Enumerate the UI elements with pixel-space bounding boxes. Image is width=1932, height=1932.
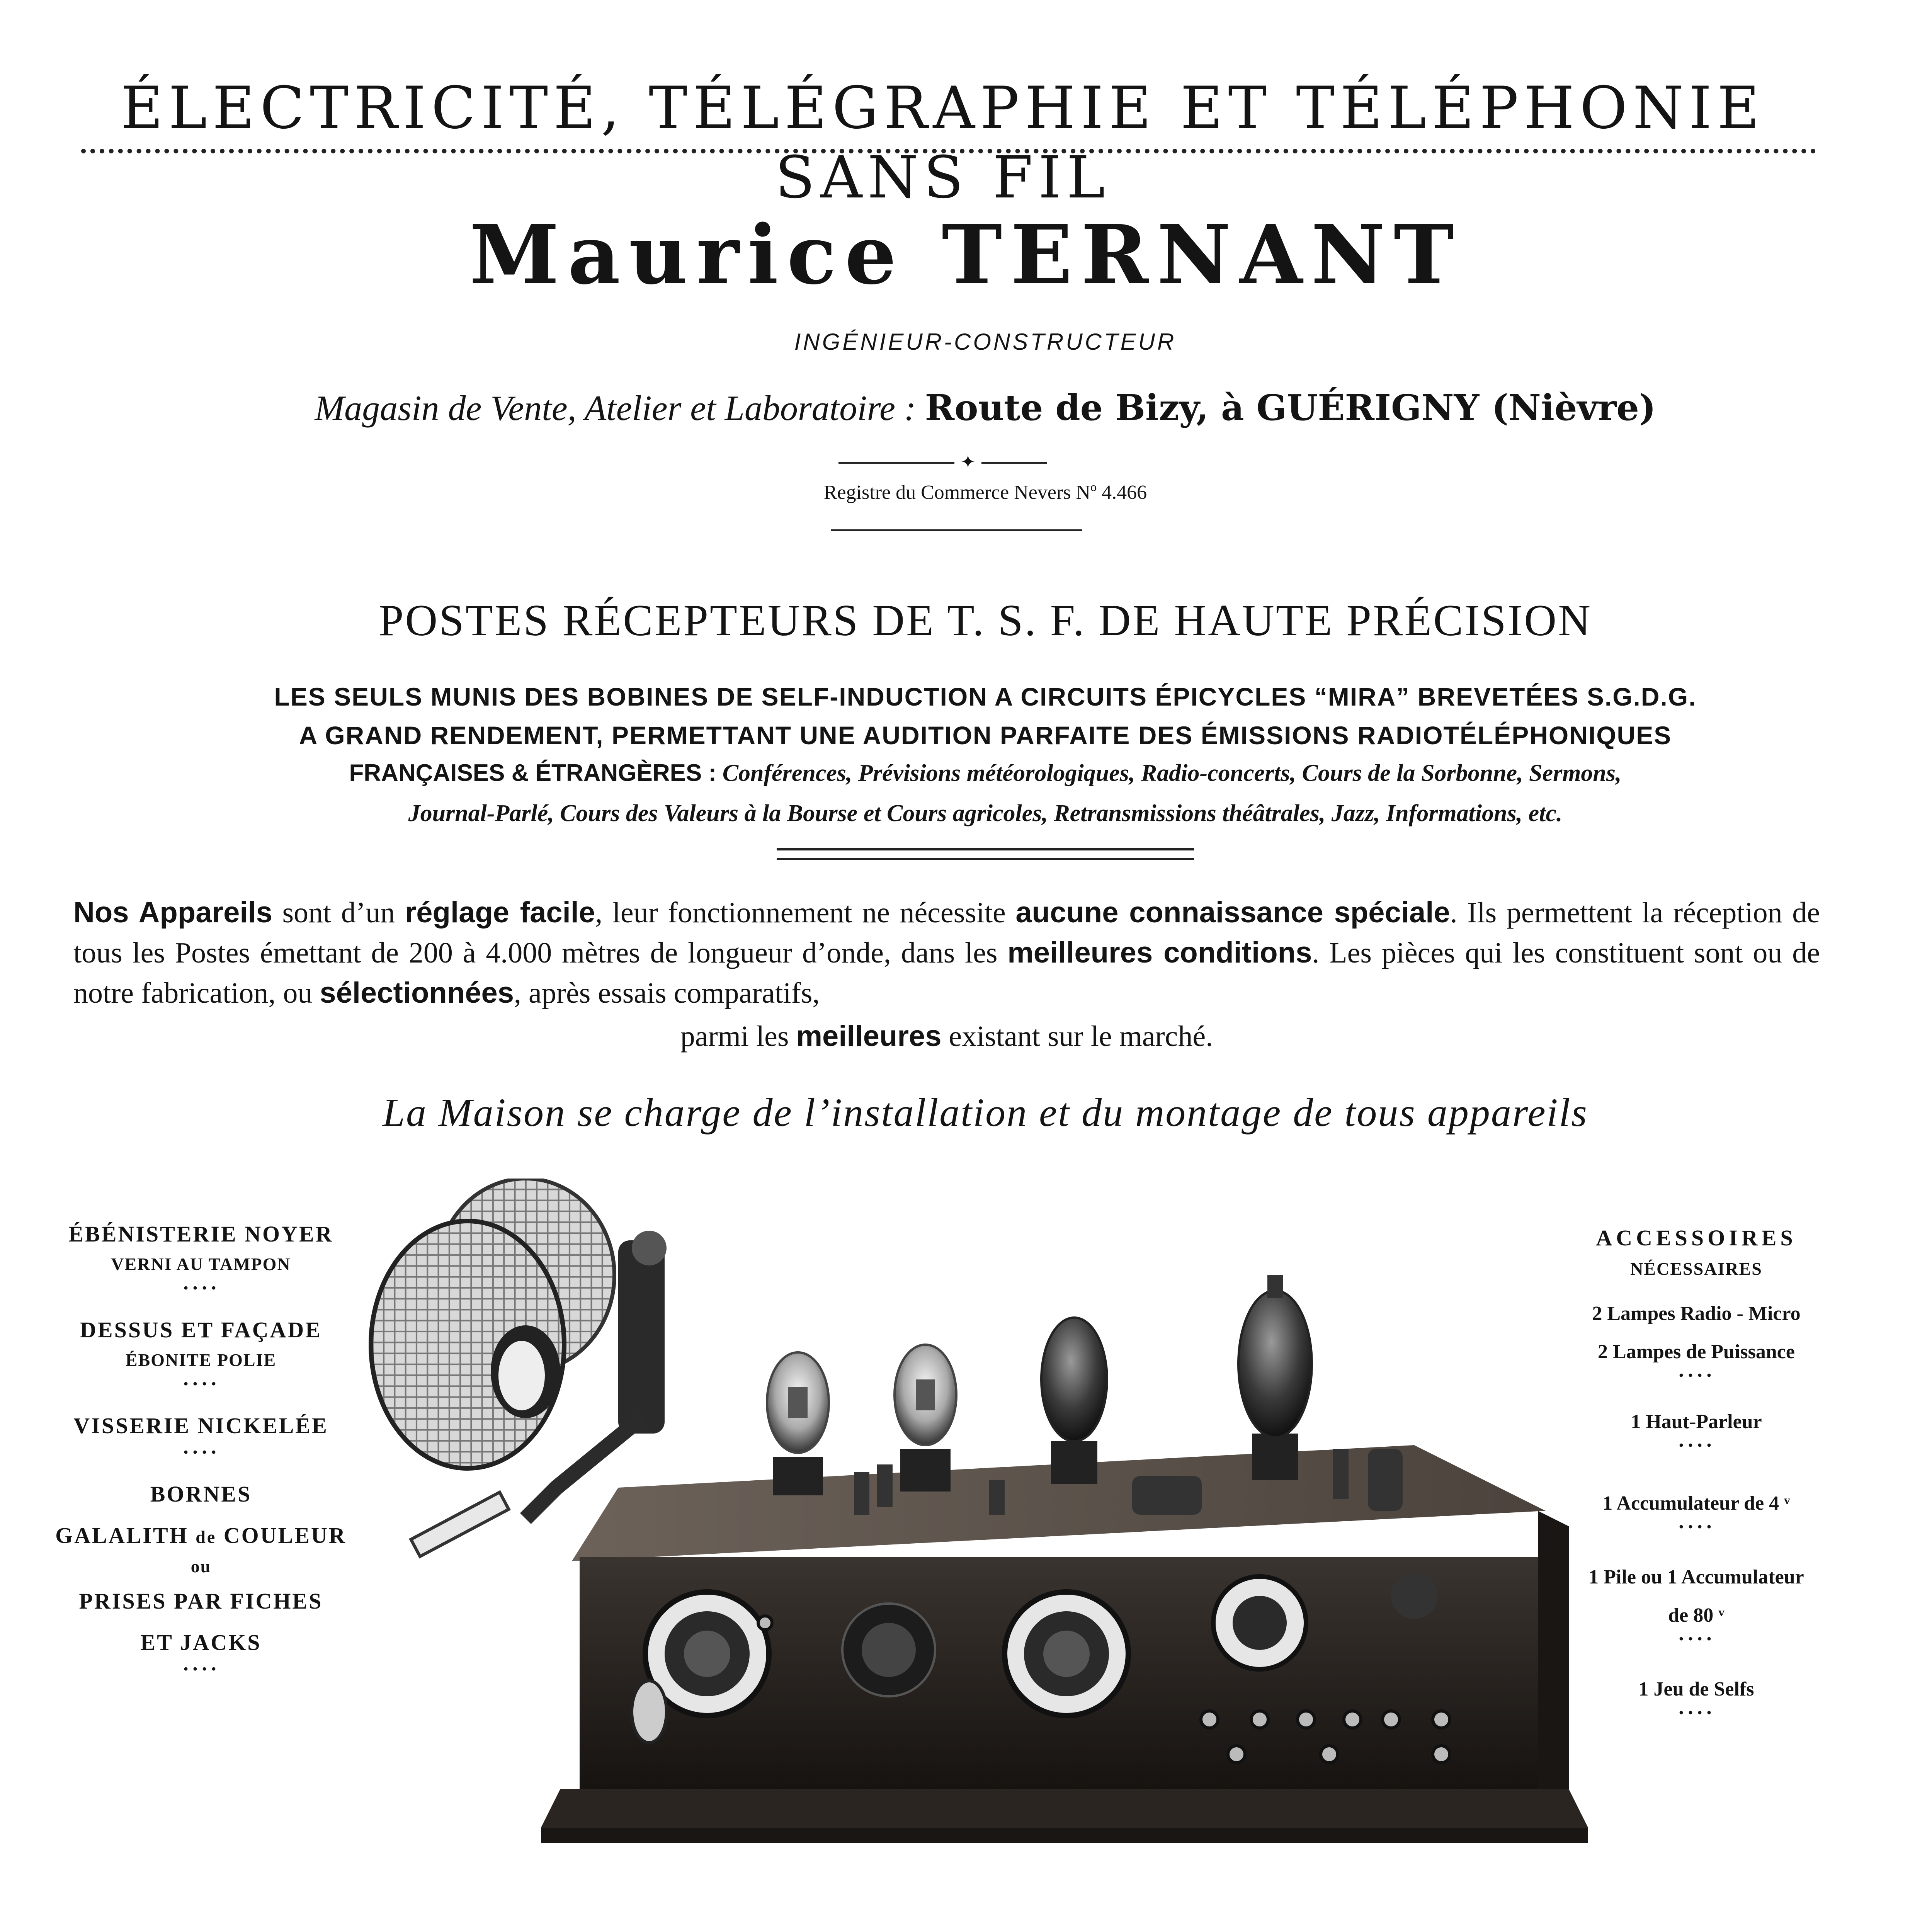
feature-dots-4: ····: [182, 1657, 220, 1680]
feature-ebenisterie: ÉBÉNISTERIE NOYER: [68, 1221, 333, 1247]
para-last-text: parmi les: [680, 1020, 796, 1053]
feature-galalith-c: COULEUR: [223, 1523, 347, 1548]
registry-rule: [831, 529, 1082, 531]
feature-bornes: BORNES: [150, 1481, 252, 1507]
para-text-4: . Les pièces qui les constituent sont ou de notre fabrication, ou: [73, 937, 1820, 1009]
para-text-5: , après essais comparatifs,: [514, 977, 820, 1009]
para-text-3: . Ils permettent la réception de tous les Postes émettant de 200 à 4.000 mètres de longueur d’onde, dans les: [73, 896, 1820, 969]
features-left: [54, 1221, 348, 1682]
para-last-text-2: existant sur le marché.: [941, 1020, 1213, 1053]
valve-1-icon: [767, 1352, 829, 1495]
para-bold-5: sélectionnées: [320, 976, 514, 1009]
feature-dots-3: ····: [182, 1440, 220, 1464]
para-text-2: , leur fonctionnement ne nécessite: [595, 896, 1016, 929]
intro-line-2: A GRAND RENDEMENT, PERMETTANT UNE AUDITION PARFAITE DES ÉMISSIONS RADIOTÉLÉPHONIQUES: [299, 721, 1672, 750]
address-bold: Route de Bizy, à GUÉRIGNY (Nièvre): [925, 387, 1656, 429]
ornament-icon: ✦: [960, 451, 976, 472]
feature-ebenisterie-sub: VERNI AU TAMPON: [111, 1254, 291, 1274]
accessory-puissance: 2 Lampes de Puissance: [1598, 1341, 1795, 1363]
intro-line-1: LES SEULS MUNIS DES BOBINES DE SELF-INDUCTION A CIRCUITS ÉPICYCLES “MIRA” BREVETÉES S.G.D.G.: [274, 682, 1697, 711]
tuning-dial-2-icon: [1005, 1592, 1128, 1716]
para-last-bold: meilleures: [796, 1020, 942, 1053]
accessory-dots-5: ····: [1677, 1701, 1715, 1724]
feature-prises: PRISES PAR FICHES: [79, 1588, 323, 1614]
company-name: Maurice TERNANT: [469, 207, 1463, 303]
valve-3-icon: [1041, 1318, 1107, 1484]
accessory-pile-80: de 80 ᵛ: [1668, 1604, 1725, 1626]
intro-line-3-caps: FRANÇAISES & ÉTRANGÈRES :: [349, 760, 717, 786]
address-rule-left: [838, 462, 954, 464]
selector-knob-icon: [842, 1604, 935, 1696]
accessories-title: ACCESSOIRES: [1596, 1225, 1797, 1250]
feature-galalith-a: GALALITH: [55, 1523, 189, 1548]
feature-dots-1: ····: [182, 1276, 220, 1299]
valve-4-icon: [1238, 1275, 1312, 1480]
double-rule-bottom: [777, 858, 1194, 860]
intro-line-4: Journal-Parlé, Cours des Valeurs à la Bourse et Cours agricoles, Retransmissions théâtrales, Jazz, Informations, etc.: [408, 800, 1563, 827]
accessory-dots-2: ····: [1677, 1434, 1715, 1457]
valve-2-icon: [895, 1345, 956, 1492]
address-italic: Magasin de Vente, Atelier et Laboratoire :: [315, 388, 916, 428]
accessory-accumulateur: 1 Accumulateur de 4 ᵛ: [1602, 1492, 1790, 1514]
feature-galalith-b: de: [196, 1527, 217, 1547]
double-rule-top: [777, 848, 1194, 850]
feature-dessus: DESSUS ET FAÇADE: [80, 1317, 322, 1342]
para-bold-4: meilleures conditions: [1007, 936, 1312, 969]
accessory-dots-3: ····: [1677, 1515, 1715, 1538]
top-title: ÉLECTRICITÉ, TÉLÉGRAPHIE ET TÉLÉPHONIE SANS FIL: [121, 75, 1765, 211]
intro-heading: POSTES RÉCEPTEURS DE T. S. F. DE HAUTE PRÉCISION: [379, 596, 1592, 645]
para-bold-1: Nos Appareils: [73, 896, 272, 929]
radio-receiver-illustration: [340, 1179, 1596, 1874]
company-address: [116, 384, 1855, 431]
company-role: INGÉNIEUR-CONSTRUCTEUR: [794, 329, 1177, 355]
address-rule-right: [981, 462, 1047, 464]
accessory-dots-1: ····: [1677, 1364, 1715, 1387]
feature-visserie: VISSERIE NICKELÉE: [73, 1413, 328, 1438]
description-paragraph: [73, 893, 1820, 1013]
accessories-subtitle: NÉCESSAIRES: [1630, 1259, 1762, 1279]
accessory-selfs: 1 Jeu de Selfs: [1638, 1678, 1754, 1700]
top-dotted-rule: [81, 149, 1816, 153]
intro-line-3-italic: Conférences, Prévisions météorologiques, Radio-concerts, Cours de la Sorbonne, Sermons,: [722, 760, 1622, 786]
feature-or: ou: [190, 1556, 211, 1576]
accessory-dots-4: ····: [1677, 1627, 1715, 1650]
feature-dots-2: ····: [182, 1372, 220, 1395]
para-bold-3: aucune connaissance spéciale: [1015, 896, 1450, 929]
tagline: La Maison se charge de l’installation et du montage de tous appareils: [383, 1090, 1588, 1135]
intro-line-3: [97, 759, 1874, 787]
accessory-radio-micro: 2 Lampes Radio - Micro: [1592, 1303, 1801, 1325]
accessory-pile: 1 Pile ou 1 Accumulateur: [1588, 1566, 1804, 1588]
registry: Registre du Commerce Nevers Nº 4.466: [823, 481, 1147, 503]
feature-dessus-sub: ÉBONITE POLIE: [125, 1350, 277, 1370]
para-text-1: sont d’un: [272, 896, 405, 929]
description-last-line: [73, 1016, 1820, 1056]
para-bold-2: réglage facile: [405, 896, 595, 929]
accessories-right: [1561, 1225, 1832, 1725]
feature-jacks: ET JACKS: [140, 1630, 262, 1655]
tuning-dial-3-icon: [1213, 1577, 1306, 1669]
feature-galalith: [54, 1522, 348, 1548]
accessory-haut-parleur: 1 Haut-Parleur: [1631, 1411, 1762, 1433]
